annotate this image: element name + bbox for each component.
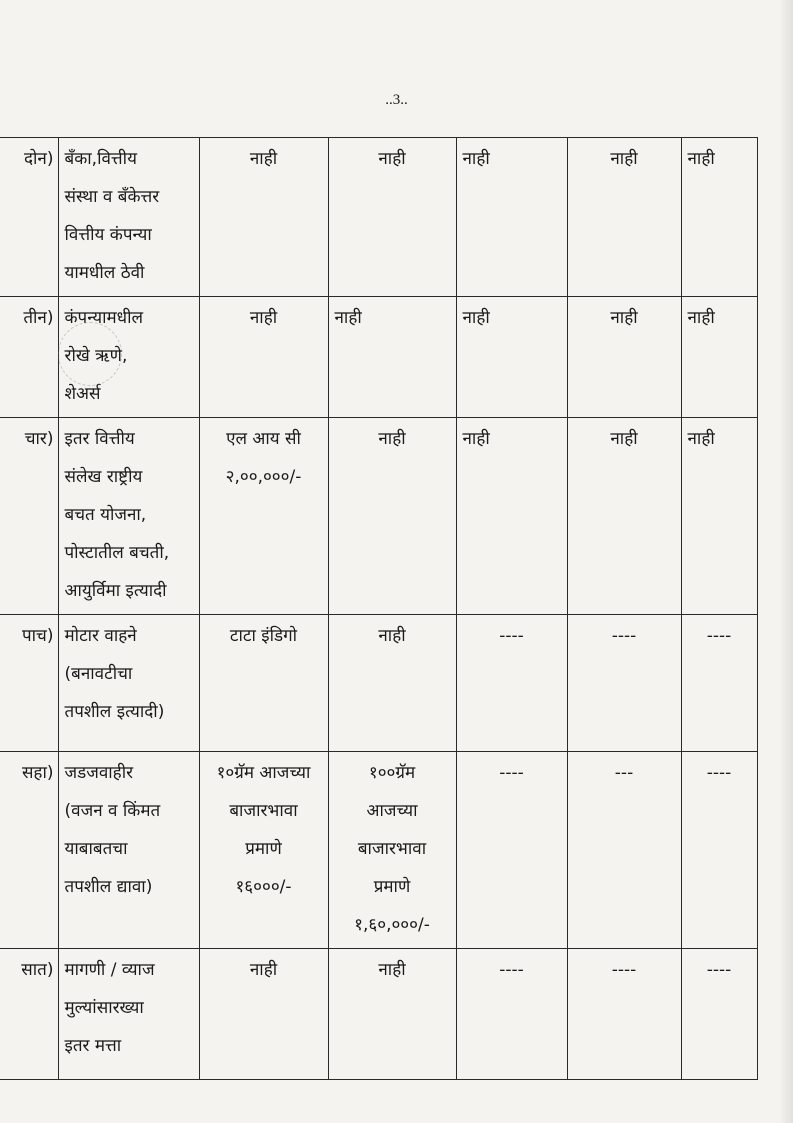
- table-cell: १०ग्रॅम आजच्या बाजारभावा प्रमाणे १६०००/-: [199, 752, 328, 949]
- table-cell: ----: [456, 949, 567, 1080]
- table-cell: एल आय सी २,००,०००/-: [199, 418, 328, 615]
- row-number: तीन): [0, 297, 58, 418]
- table-cell: टाटा इंडिगो: [199, 615, 328, 752]
- assets-table: [0, 137, 758, 1080]
- row-description: बँका,वित्तीय संस्था व बँकेत्तर वित्तीय कंपन्या यामधील ठेवी: [58, 138, 199, 297]
- table-cell: नाही: [199, 949, 328, 1080]
- row-description: जडजवाहीर (वजन व किंमत याबाबतचा तपशील द्यावा): [58, 752, 199, 949]
- table-cell: ----: [681, 615, 757, 752]
- table-row: [0, 297, 757, 418]
- table-cell: नाही: [328, 615, 456, 752]
- table-cell: नाही: [567, 138, 681, 297]
- table-cell: नाही: [567, 297, 681, 418]
- table-cell: ----: [681, 949, 757, 1080]
- page-edge-shadow: [779, 0, 793, 1123]
- table-cell: नाही: [199, 297, 328, 418]
- table-cell: १००ग्रॅम आजच्या बाजारभावा प्रमाणे १,६०,०००/-: [328, 752, 456, 949]
- table-row: [0, 138, 757, 297]
- table-cell: ----: [456, 752, 567, 949]
- row-description: मोटार वाहने (बनावटीचा तपशील इत्यादी): [58, 615, 199, 752]
- table-cell: नाही: [567, 418, 681, 615]
- row-number: चार): [0, 418, 58, 615]
- table-cell: नाही: [456, 138, 567, 297]
- page-number: ..3..: [385, 92, 408, 108]
- table-cell: ---: [567, 752, 681, 949]
- row-number: दोन): [0, 138, 58, 297]
- table-cell: ----: [681, 752, 757, 949]
- table-cell: नाही: [456, 297, 567, 418]
- table-row: [0, 752, 757, 949]
- row-description: मागणी / व्याज मुल्यांसारख्या इतर मत्ता: [58, 949, 199, 1080]
- table-cell: नाही: [199, 138, 328, 297]
- table-cell: ----: [456, 615, 567, 752]
- table-cell: नाही: [681, 418, 757, 615]
- row-number: पाच): [0, 615, 58, 752]
- row-description: इतर वित्तीय संलेख राष्ट्रीय बचत योजना, पोस्टातील बचती, आयुर्विमा इत्यादी: [58, 418, 199, 615]
- row-description: कंपन्यामधील रोखे ऋणे, शेअर्स: [58, 297, 199, 418]
- table-cell: नाही: [328, 138, 456, 297]
- table-cell: ----: [567, 949, 681, 1080]
- table-cell: नाही: [328, 949, 456, 1080]
- table-cell: नाही: [328, 418, 456, 615]
- table-row: [0, 949, 757, 1080]
- row-number: सात): [0, 949, 58, 1080]
- table-cell: नाही: [681, 297, 757, 418]
- table-cell: नाही: [681, 138, 757, 297]
- table-row: [0, 418, 757, 615]
- table-row: [0, 615, 757, 752]
- row-number: सहा): [0, 752, 58, 949]
- table-cell: ----: [567, 615, 681, 752]
- table-cell: नाही: [456, 418, 567, 615]
- table-cell: नाही: [328, 297, 456, 418]
